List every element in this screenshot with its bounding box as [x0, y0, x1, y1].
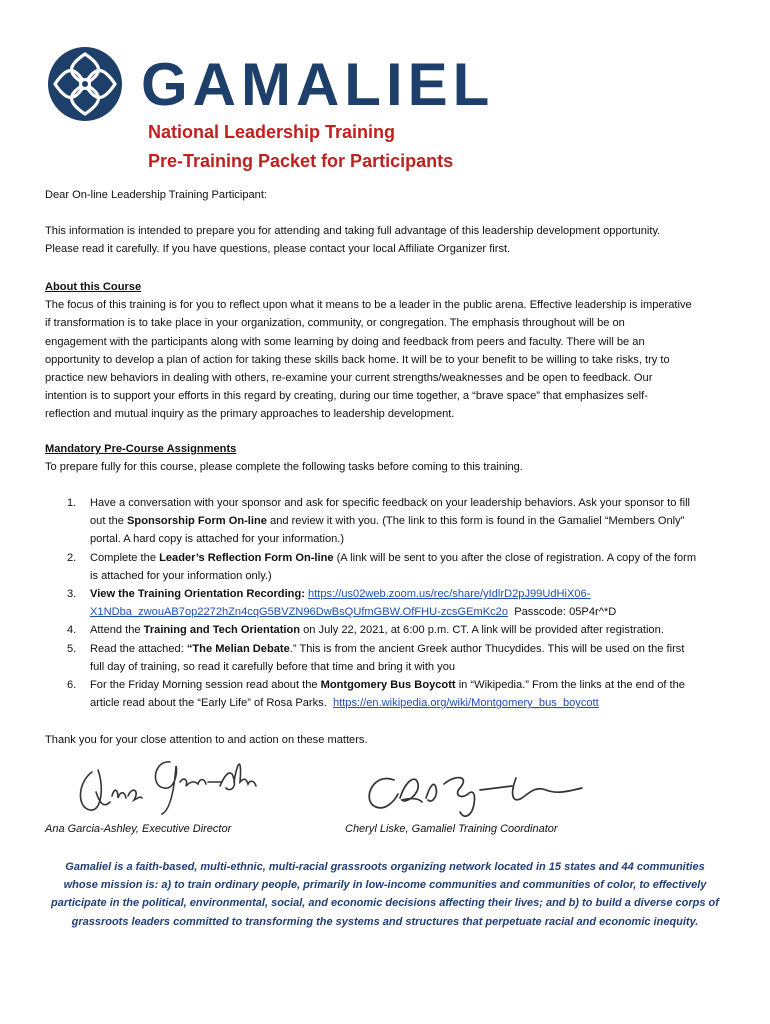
list-item-text: full day of training, so read it carefully before that time and bring it with you — [90, 660, 456, 673]
assignments-header — [45, 440, 729, 476]
closing-line: Thank you for your close attention to and action on these matters. — [45, 734, 368, 746]
list-item-number: 3. — [67, 588, 77, 601]
list-item-text: .” This is from the ancient Greek author Thucydides. This will be used on the first — [289, 642, 685, 655]
about-line: engagement with the participants along with some learning by doing and feedback from peers and faculty. There will be an — [45, 335, 645, 348]
list-item-text: Complete the — [90, 551, 160, 564]
mission-line: grassroots leaders committed to transforming the systems and structures that perpetuate racial and economic inequity. — [71, 915, 699, 928]
list-item-text: article read about the “Early Life” of Rosa Parks. — [90, 697, 327, 710]
list-item-text: portal. A hard copy is attached for your information.) — [90, 533, 345, 546]
assignments-intro: To prepare fully for this course, please complete the following tasks before coming to this training. — [45, 461, 523, 474]
list-item-text: (A link will be sent to you after the close of registration. A copy of the form — [333, 551, 697, 564]
assignments-heading: Mandatory Pre-Course Assignments — [45, 443, 237, 455]
about-line: The focus of this training is for you to reflect upon what it means to be a leader in the public arena. Effective leadership is imperative — [45, 299, 692, 312]
zoom-recording-link[interactable]: https://us02web.zoom.us/rec/share/yIdlrD2pJ99UdHiX06- — [308, 588, 591, 601]
orientation-recording-label: View the Training Orientation Recording: — [90, 588, 305, 601]
list-item — [45, 676, 725, 712]
about-line: reflection and mutual inquiry as the primary approaches to leadership development. — [45, 408, 455, 421]
intro-line: This information is intended to prepare you for attending and taking full advantage of this leadership development opportunity. — [45, 225, 661, 237]
list-item-text: For the Friday Morning session read about the — [90, 679, 321, 692]
handwritten-signature-icon — [70, 752, 260, 820]
list-item-text — [90, 585, 725, 603]
passcode-text: Passcode: 05P4r^*D — [514, 606, 617, 619]
bus-boycott-label: Montgomery Bus Boycott — [320, 679, 456, 692]
handwritten-signature-icon — [360, 764, 590, 824]
signature-name-training-coordinator: Cheryl Liske, Gamaliel Training Coordinator — [345, 823, 558, 835]
list-item-text: on July 22, 2021, at 6:00 p.m. CT. A link will be provided after registration. — [300, 624, 664, 637]
list-item-number: 5. — [67, 642, 77, 655]
list-item-text: out the — [90, 515, 128, 528]
list-item-text — [90, 549, 725, 567]
list-item-number: 2. — [67, 551, 77, 564]
about-heading: About this Course — [45, 281, 142, 293]
list-item — [45, 494, 725, 549]
list-item — [45, 549, 725, 585]
sponsorship-form-label: Sponsorship Form On-line — [127, 515, 267, 528]
gamaliel-emblem-icon — [45, 44, 125, 124]
gamaliel-wordmark: GAMALIEL — [141, 51, 495, 118]
list-item — [45, 621, 725, 639]
signature-name-executive-director: Ana Garcia-Ashley, Executive Director — [45, 823, 232, 835]
list-item-text — [90, 676, 725, 694]
tech-orientation-label: Training and Tech Orientation — [143, 624, 301, 637]
about-line: opportunity to develop a plan of action for taking these skills back home. It will be to your benefit to be willing to take risks, try to — [45, 353, 670, 366]
melian-debate-label: “The Melian Debate — [186, 642, 290, 655]
about-line: practice new behaviors in dealing with others, re-examine your current strengths/weaknesses and be open to feedback. Our — [45, 372, 653, 385]
list-item-text: and review it with you. (The link to this form is found in the Gamaliel “Members Only” — [266, 515, 685, 528]
list-item-number: 6. — [67, 679, 77, 692]
list-item-number: 4. — [67, 624, 77, 637]
zoom-recording-link-continued[interactable]: X1NDba_zwouAB7op2272hZn4cqG5BVZN96DwBsQUfmGBW.OfFHU-zcsGEmKc2o — [90, 606, 509, 619]
list-item-text: Read the attached: — [90, 642, 187, 655]
about-line: if transformation is to take place in your organization, community, or congregation. The emphasis throughout will be on — [45, 317, 625, 330]
list-item-text: in “Wikipedia.” From the links at the end of the — [455, 679, 685, 692]
wikipedia-link[interactable]: https://en.wikipedia.org/wiki/Montgomery_bus_boycott — [332, 697, 599, 710]
about-section — [45, 278, 729, 424]
list-item-text — [90, 694, 725, 712]
mission-line: whose mission is: a) to train ordinary people, primarily in low-income communities and communities of color, to effectively — [63, 879, 707, 892]
mission-line: participate in the political, environmental, social, and economic decisions affecting their lives; and b) to build a diverse corps of — [51, 897, 719, 910]
about-line: intention is to support your efforts in this regard by creating, during our time together, a “brave space” that emphasizes self- — [45, 390, 648, 403]
list-item-text: is attached for your information only.) — [90, 569, 272, 582]
list-item — [45, 640, 725, 676]
intro-line: Please read it carefully. If you have questions, please contact your local Affiliate Organizer first. — [45, 243, 511, 256]
mission-statement — [40, 858, 730, 931]
document-title-line-2: Pre-Training Packet for Participants — [148, 151, 454, 171]
signature-cheryl-liske — [360, 764, 590, 824]
reflection-form-label: Leader’s Reflection Form On-line — [159, 551, 334, 564]
list-item-text — [90, 640, 725, 658]
list-item-number: 1. — [67, 497, 77, 509]
assignment-list — [45, 494, 725, 712]
list-item-text — [90, 603, 725, 621]
list-item-text: Have a conversation with your sponsor and ask for specific feedback on your leadership behaviors. Ask your sponsor to fill — [90, 497, 690, 509]
mission-line: Gamaliel is a faith-based, multi-ethnic, multi-racial grassroots organizing network located in 15 states and 44 communities — [65, 861, 705, 873]
salutation: Dear On-line Leadership Training Participant: — [45, 189, 267, 201]
document-title-line-1: National Leadership Training — [148, 122, 396, 142]
intro-paragraph — [45, 222, 729, 258]
gamaliel-logo — [45, 44, 515, 126]
list-item-text — [90, 621, 725, 639]
list-item-text — [90, 512, 725, 530]
signature-ana-garcia-ashley — [70, 752, 260, 820]
list-item — [45, 585, 725, 621]
list-item-text: Attend the — [90, 624, 144, 637]
